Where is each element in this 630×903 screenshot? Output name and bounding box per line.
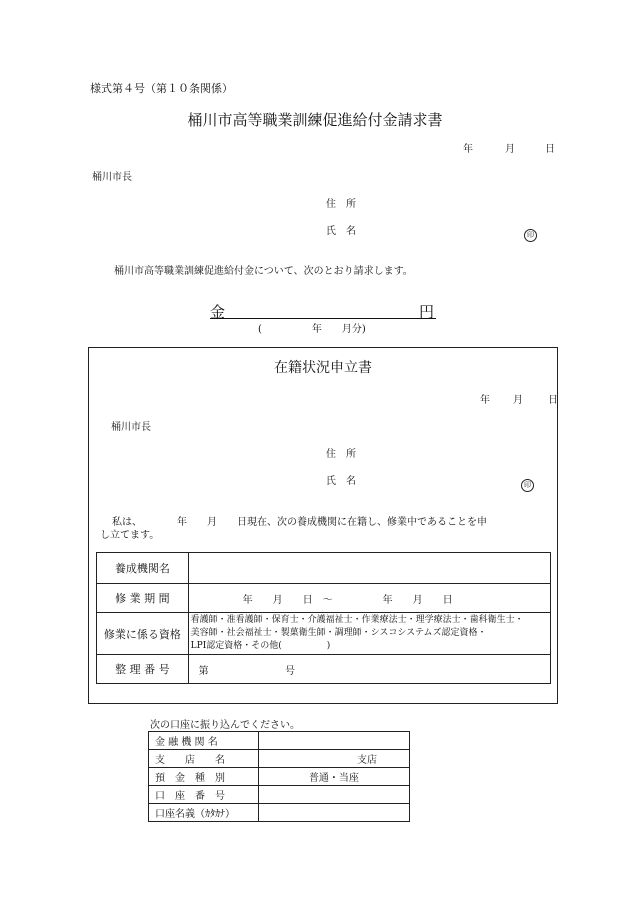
- addressee: 桶川市長: [92, 172, 132, 183]
- table-row: [149, 768, 410, 786]
- enroll-name-label: 氏 名: [326, 476, 356, 487]
- enroll-date-month: 月: [513, 395, 523, 406]
- enrollment-table: [96, 552, 551, 684]
- institution-name-label: 養成機関名: [97, 553, 189, 584]
- reference-number-field[interactable]: [188, 655, 550, 684]
- table-row: [97, 613, 551, 655]
- date-year: 年: [463, 144, 473, 155]
- account-type-field[interactable]: 普通・当座: [258, 768, 409, 786]
- enroll-statement-line2: し立てます。: [100, 530, 160, 541]
- request-sentence: 桶川市高等職業訓練促進給付金について、次のとおり請求します。: [114, 266, 413, 277]
- account-type-label: 預 金 種 別: [149, 768, 259, 786]
- enroll-statement-line1: 私は、 年 月 日現在、次の養成機関に在籍し、修業中であることを申: [112, 517, 487, 528]
- seal-icon: 印: [524, 222, 537, 242]
- enroll-addressee: 桶川市長: [111, 422, 151, 433]
- enroll-date-day: 日: [548, 395, 558, 406]
- date-day: 日: [545, 144, 555, 155]
- amount-underline: [210, 318, 436, 319]
- table-row: [97, 553, 551, 584]
- date-month: 月: [505, 144, 515, 155]
- account-holder-field[interactable]: [258, 804, 409, 822]
- name-label: 氏 名: [326, 226, 356, 237]
- amount-en: 円: [419, 303, 435, 321]
- account-number-field[interactable]: [258, 786, 409, 804]
- enroll-address-label: 住 所: [326, 449, 356, 460]
- account-number-label: 口 座 番 号: [149, 786, 259, 804]
- table-row: [97, 584, 551, 613]
- table-row: [149, 750, 410, 768]
- qualification-label: 修業に係る資格: [97, 613, 189, 655]
- table-row: [149, 732, 410, 750]
- page-title: 桶川市高等職業訓練促進給付金請求書: [187, 111, 443, 129]
- address-label: 住 所: [326, 199, 356, 210]
- bank-name-field[interactable]: [258, 732, 409, 750]
- bank-intro: 次の口座に振り込んでください。: [150, 720, 300, 731]
- reference-number-label: 整 理 番 号: [97, 655, 189, 684]
- enrollment-title: 在籍状況申立書: [274, 360, 372, 376]
- amount-period: ( 年 月分): [258, 324, 366, 335]
- study-period-field[interactable]: 年 月 日 〜 年 月 日: [188, 584, 550, 613]
- qualification-line3: LPI認定資格・その他( ): [190, 641, 331, 651]
- table-row: [149, 786, 410, 804]
- study-period-label: 修 業 期 間: [97, 584, 189, 613]
- form-number: 様式第４号（第１０条関係）: [90, 82, 233, 95]
- bank-table: [148, 731, 410, 822]
- reference-number-prefix: 第: [198, 665, 209, 677]
- enroll-seal-icon: 印: [521, 472, 534, 492]
- qualification-line2: 美容師・社会福祉士・製菓衛生師・調理師・シスコシステムズ認定資格・: [190, 628, 487, 638]
- enroll-date-year: 年: [480, 395, 490, 406]
- institution-name-field[interactable]: [188, 553, 550, 584]
- amount-kin: 金: [210, 303, 226, 321]
- qualification-line1: 看護師・准看護師・保育士・介護福祉士・作業療法士・理学療法士・歯科衛生士・: [190, 615, 524, 625]
- table-row: [97, 655, 551, 684]
- branch-name-field[interactable]: 支店: [258, 750, 409, 768]
- bank-name-label: 金 融 機 関 名: [149, 732, 259, 750]
- reference-number-suffix: 号: [285, 665, 296, 677]
- table-row: [149, 804, 410, 822]
- account-holder-label: 口座名義（ｶﾀｶﾅ）: [149, 804, 259, 822]
- branch-name-label: 支 店 名: [149, 750, 259, 768]
- qualification-field[interactable]: [188, 613, 550, 655]
